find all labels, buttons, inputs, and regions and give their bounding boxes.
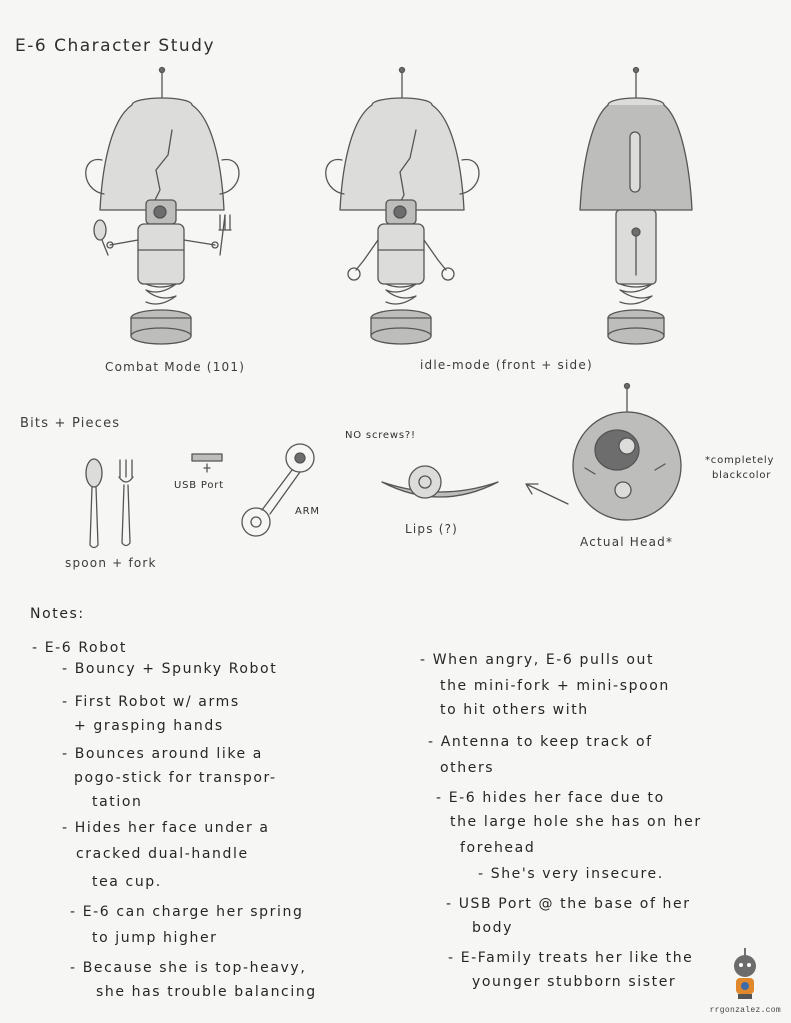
note-line: - E-Family treats her like the — [448, 950, 694, 966]
note-line: - E-6 Robot — [32, 640, 127, 656]
robot-combat-drawing — [80, 60, 260, 350]
note-line: others — [440, 760, 495, 776]
actual-head-drawing — [565, 378, 695, 538]
note-line: she has trouble balancing — [96, 984, 317, 1000]
caption-lips: Lips (?) — [405, 522, 459, 536]
usb-port-drawing — [190, 452, 230, 476]
page-title: E-6 Character Study — [15, 36, 216, 56]
note-line: cracked dual-handle — [76, 846, 249, 862]
arrow-icon — [520, 478, 570, 508]
caption-combat-mode: Combat Mode (101) — [105, 360, 246, 374]
note-line: - First Robot w/ arms — [62, 694, 240, 710]
note-line: to jump higher — [92, 930, 218, 946]
watermark-text: rrgonzalez.com — [709, 1006, 781, 1015]
note-line: to hit others with — [440, 702, 589, 718]
caption-usb-port: USB Port — [174, 480, 224, 491]
caption-arm: ARM — [295, 506, 320, 517]
caption-idle-mode: idle-mode (front + side) — [420, 358, 593, 372]
caption-completely: *completely — [705, 455, 775, 466]
note-line: body — [472, 920, 514, 936]
note-line: younger stubborn sister — [472, 974, 677, 990]
watermark — [710, 946, 781, 1015]
caption-no-screws: NO screws?! — [345, 430, 416, 441]
robot-idle-side-drawing — [570, 60, 710, 350]
note-line: - Bounces around like a — [62, 746, 263, 762]
note-line: - Bouncy + Spunky Robot — [62, 661, 278, 677]
robot-logo-icon — [728, 946, 762, 1002]
caption-black-color: blackcolor — [712, 470, 772, 481]
caption-actual-head: Actual Head* — [580, 535, 674, 549]
note-line: pogo-stick for transpor- — [74, 770, 277, 786]
notes-title: Notes: — [30, 606, 85, 622]
note-line: tation — [92, 794, 143, 810]
lips-drawing — [380, 462, 500, 512]
spoon-fork-drawing — [80, 455, 150, 555]
note-line: - E-6 hides her face due to — [436, 790, 665, 806]
note-line: - Antenna to keep track of — [428, 734, 653, 750]
note-line: + grasping hands — [74, 718, 224, 734]
note-line: - E-6 can charge her spring — [70, 904, 304, 920]
note-line: the mini-fork + mini-spoon — [440, 678, 670, 694]
arm-drawing — [232, 440, 332, 550]
bits-pieces-heading: Bits + Pieces — [20, 416, 121, 431]
note-line: tea cup. — [92, 874, 162, 890]
robot-idle-front-drawing — [320, 60, 500, 350]
note-line: - Hides her face under a — [62, 820, 270, 836]
caption-spoon-fork: spoon + fork — [65, 556, 157, 570]
note-line: forehead — [460, 840, 536, 856]
note-line: the large hole she has on her — [450, 814, 702, 830]
note-line: - She's very insecure. — [478, 866, 664, 882]
note-line: - USB Port @ the base of her — [446, 896, 691, 912]
note-line: - Because she is top-heavy, — [70, 960, 307, 976]
note-line: - When angry, E-6 pulls out — [420, 652, 655, 668]
